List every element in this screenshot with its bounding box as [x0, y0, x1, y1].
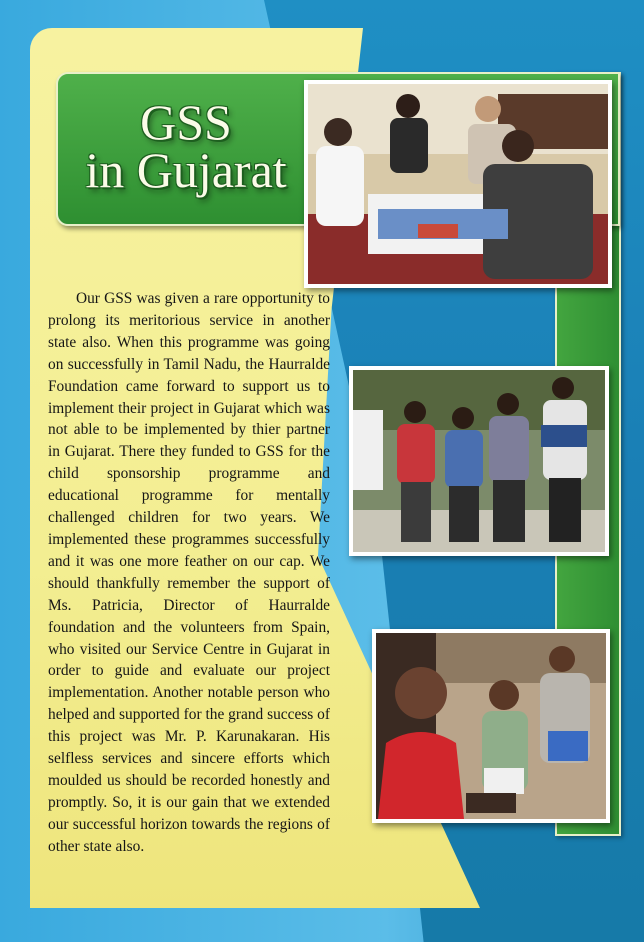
- title-line-1: GSS: [140, 94, 232, 150]
- photo-distribution: [304, 80, 612, 288]
- article-paragraph: Our GSS was given a rare opportunity to prolong its meritorious service in another state also. When this programme was going on successfully in Tamil Nadu, the Haurralde Foundation came forward to support us to implement their project in Gujarat which was not able to be implemented by thier partner in Gujarat. There they funded to GSS for the child sponsorship programme and educational programme for mentally challenged children for two years. We implemented these programmes successfully and it was one more feather on our cap. We should thankfully remember the support of Ms. Patricia, Director of Haurralde foundation and the volunteers from Spain, who visited our Service Centre in Gujarat in order to guide and evaluate our project implementation. Another notable person who helped and supported for the grand success of this project was Mr. P. Karunakaran. His selfless services and sincere efforts which moulded us should be recorded honestly and promptly. So, it is our gain that we extended our successful horizon towards the regions of other state also.: [48, 290, 330, 855]
- photo-children-bags: [349, 366, 609, 556]
- title-line-2: in Gujarat: [85, 142, 287, 198]
- article-body: [48, 288, 330, 858]
- page-title: [66, 94, 306, 198]
- photo-children-boxes: [372, 629, 610, 823]
